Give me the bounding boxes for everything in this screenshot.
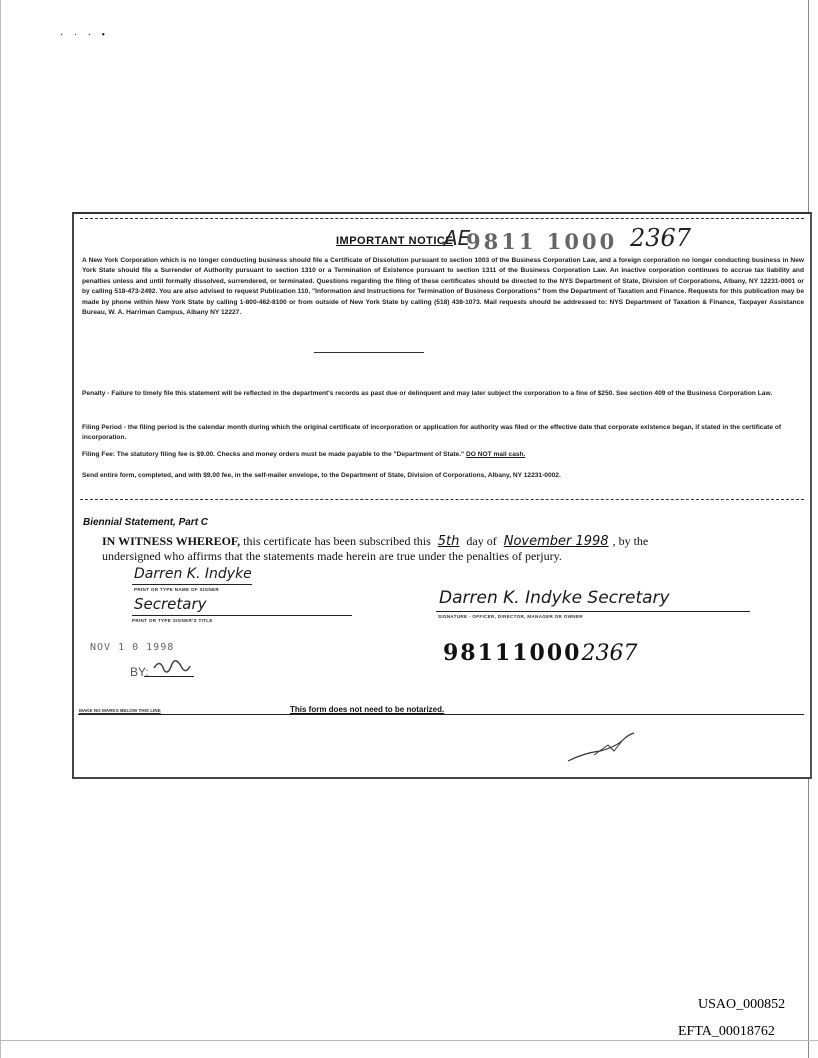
witness-statement: [102, 534, 802, 563]
page-left-edge: [0, 0, 1, 1058]
bottom-rule: [78, 714, 804, 715]
witness-lead: IN WITNESS WHEREOF,: [102, 534, 241, 548]
signature-line: [436, 611, 750, 612]
signer-title: Secretary: [134, 595, 207, 613]
name-line: [132, 584, 252, 585]
filing-fee-text: Filing Fee: The statutory filing fee is $9.00. Checks and money orders must be made payable to the "Department of State.": [82, 451, 465, 458]
filing-period-paragraph: Filing Period - the filing period is the calendar month during which the original certificate of incorporation or application for authority was filed or the effective date that corporate existence began, if stated in the certificate of incorporation.: [82, 424, 782, 441]
filing-number-printed: 98111000: [443, 640, 582, 666]
filing-fee-paragraph: [82, 450, 804, 460]
notarization-note: This form does not need to be notarized.: [290, 705, 445, 714]
filing-number-handwritten: 2367: [581, 641, 638, 666]
bates-number-usao: USAO_000852: [698, 997, 786, 1012]
witness-text-3: , by the: [612, 534, 649, 548]
filing-fee-warning: DO NOT mail cash.: [466, 451, 526, 458]
part-c-heading: Biennial Statement, Part C: [83, 517, 209, 528]
bottom-scribble: [564, 729, 644, 769]
biennial-statement-document: [72, 212, 812, 779]
bates-number-efta: EFTA_00018762: [678, 1024, 775, 1039]
stamp-by-line: [144, 676, 194, 677]
penalty-paragraph: Penalty - Failure to timely file this statement will be reflected in the department's records as past due or delinquent and may later subject the corporation to a fine of $250. See section 409 of the Business Corporation Law.: [82, 390, 773, 397]
received-date-stamp: NOV 1 0 1998: [90, 642, 175, 653]
page-bottom-edge: [0, 1040, 818, 1041]
witness-day: 5th: [437, 534, 460, 549]
notice-title: IMPORTANT NOTICE: [336, 235, 454, 247]
witness-month-year: November 1998: [503, 534, 609, 549]
witness-text-1: this certificate has been subscribed this: [243, 534, 431, 548]
title-line: [132, 615, 352, 616]
witness-text-2: day of: [466, 534, 497, 548]
title-caption: PRINT OR TYPE SIGNER'S TITLE: [132, 618, 213, 623]
handwritten-initials: AE: [444, 226, 471, 250]
name-caption: PRINT OR TYPE NAME OF SIGNER: [134, 587, 219, 592]
notice-divider: [314, 352, 424, 353]
top-dashed-rule: [80, 218, 804, 219]
filing-number-stamp-top: 9811 1000: [466, 229, 618, 254]
filing-number-handwritten-top: 2367: [630, 224, 692, 252]
notice-body: A New York Corporation which is no longer conducting business should file a Certificate of Dissolution pursuant to section 1003 of the Business Corporation Law, and a foreign corporation no longer conducting business in New York State should file a Surrender of Authority pursuant to section 1310 or a Termination of Existence pursuant to section 1311 of the Business Corporation Law. An inactive corporation continues to accrue tax liability and penalties unless and until formally dissolved, surrendered, or terminated. Questions regarding the filing of these certificates should be directed to the NYS Department of State, Division of Corporations, Albany, NY 12231-0001 or by calling 518-473-2492. You are also advised to request Publication 110, "Information and Instructions for Termination of Business Corporations" from the Department of Taxation and Finance. Requests for this publication may be made by phone within New York State by calling 1-800-462-8100 or from outside of New York State by calling (518) 438-1073. Mail requests should be addressed to: NYS Department of Taxation & Finance, Taxpayer Assistance Bureau, W. A. Harriman Campus, Albany NY 12227.: [82, 257, 804, 317]
send-instructions: Send entire form, completed, and with $9.00 fee, in the self-mailer envelope, to the Department of State, Division of Corporations, Albany, NY 12231-0002.: [82, 472, 561, 479]
signature: Darren K. Indyke Secretary: [439, 588, 670, 608]
signer-printed-name: Darren K. Indyke: [134, 566, 252, 582]
witness-line-2: undersigned who affirms that the statements made herein are true under the penalties of perjury.: [102, 549, 562, 563]
no-marks-caption: MAKE NO MARKS BELOW THIS LINE: [79, 708, 161, 713]
signature-caption: SIGNATURE - OFFICER, DIRECTOR, MANAGER OR OWNER: [438, 614, 583, 619]
filing-number: [443, 640, 637, 666]
stamp-initials-scribble: [152, 654, 192, 678]
received-by-stamp: BY:: [130, 665, 149, 679]
section-dashed-rule: [80, 499, 804, 500]
scan-specks: · · · •: [60, 30, 109, 41]
